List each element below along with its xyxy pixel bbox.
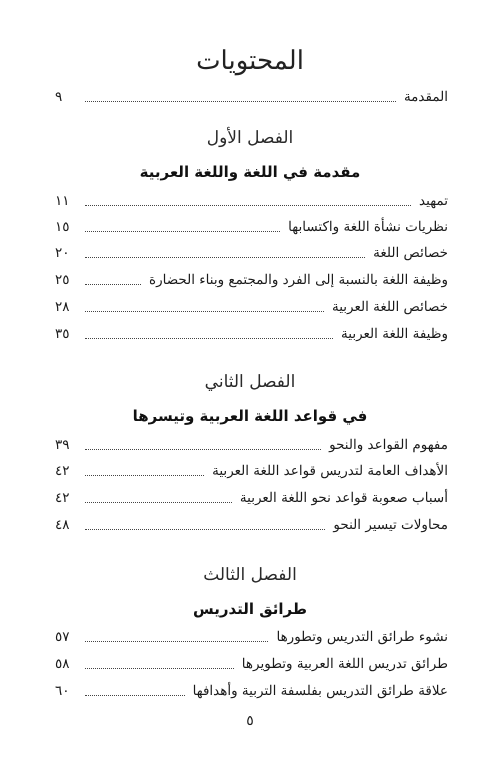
dot-leader: [85, 100, 396, 102]
dot-leader: [85, 204, 411, 206]
toc-row[interactable]: [55, 240, 448, 262]
chapter-heading-1: الفصل الأول: [206, 128, 294, 148]
toc-item-label: علاقة طرائق التدريس بفلسفة التربية وأهدافها: [192, 683, 448, 699]
toc-item-label: خصائص اللغة: [373, 245, 448, 261]
dot-leader: [85, 694, 185, 696]
toc-item-label: نشوء طرائق التدريس وتطورها: [276, 629, 448, 645]
toc-page-number: ٤٨: [55, 517, 70, 533]
toc-item-label: نظريات نشأة اللغة واكتسابها: [288, 219, 448, 235]
chapter-subtitle-3: طرائق التدريس: [192, 600, 307, 618]
toc-page-number: ٦٠: [55, 683, 70, 699]
toc-page-number: ٢٥: [55, 272, 70, 288]
dot-leader: [85, 283, 141, 285]
toc-item-label: محاولات تيسير النحو: [333, 517, 448, 533]
chapter-heading-3: الفصل الثالث: [203, 565, 297, 585]
toc-row[interactable]: [55, 294, 448, 316]
toc-row[interactable]: [55, 678, 448, 700]
dot-leader: [85, 667, 234, 669]
dot-leader: [85, 448, 321, 450]
toc-item-label: وظيفة اللغة بالنسبة إلى الفرد والمجتمع وبناء الحضارة: [149, 272, 448, 288]
dot-leader: [85, 528, 325, 530]
toc-row[interactable]: [55, 267, 448, 289]
toc-row[interactable]: [55, 624, 448, 646]
toc-item-label: خصائص اللغة العربية: [331, 299, 448, 315]
dot-leader: [85, 256, 365, 258]
toc-page-number: ٤٢: [55, 490, 70, 506]
toc-page-number: ١٥: [55, 219, 70, 235]
toc-item-label: طرائق تدريس اللغة العربية وتطويرها: [241, 656, 448, 672]
toc-item-label: تمهيد: [419, 193, 448, 209]
chapter-subtitle-2: في قواعد اللغة العربية وتيسرها: [132, 407, 368, 425]
dot-leader: [85, 640, 268, 642]
toc-row[interactable]: [55, 188, 448, 210]
toc-item-label: المقدمة: [403, 89, 448, 105]
toc-item-label: أسباب صعوبة قواعد نحو اللغة العربية: [239, 490, 448, 506]
toc-page-number: ١١: [55, 193, 70, 209]
page-title: المحتويات: [196, 46, 304, 76]
toc-page-number: ٥٧: [55, 629, 70, 645]
toc-page-number: ٤٢: [55, 463, 70, 479]
toc-row[interactable]: [55, 651, 448, 673]
toc-row[interactable]: [55, 214, 448, 236]
dot-leader: [85, 337, 333, 339]
toc-row[interactable]: [55, 321, 448, 343]
toc-item-label: وظيفة اللغة العربية: [341, 326, 448, 342]
page-number: ٥: [246, 713, 254, 729]
toc-item-label: الأهداف العامة لتدريس قواعد اللغة العربية: [212, 463, 448, 479]
toc-page-number: ٣٥: [55, 326, 70, 342]
dot-leader: [85, 310, 324, 312]
toc-row[interactable]: [55, 432, 448, 454]
dot-leader: [85, 230, 280, 232]
toc-page-number: ٢٠: [55, 245, 70, 261]
toc-item-label: مفهوم القواعد والنحو: [329, 437, 448, 453]
dot-leader: [85, 474, 204, 476]
toc-row[interactable]: [55, 458, 448, 480]
dot-leader: [85, 501, 232, 503]
toc-row[interactable]: [55, 485, 448, 507]
chapter-subtitle-1: مقدمة في اللغة واللغة العربية: [139, 163, 361, 181]
toc-page-number: ٩: [55, 89, 63, 105]
toc-row[interactable]: [55, 512, 448, 534]
toc-page-number: ٥٨: [55, 656, 70, 672]
chapter-heading-2: الفصل الثاني: [204, 372, 296, 392]
toc-page-number: ٢٨: [55, 299, 70, 315]
toc-row-intro[interactable]: [55, 84, 448, 106]
toc-page-number: ٣٩: [55, 437, 70, 453]
